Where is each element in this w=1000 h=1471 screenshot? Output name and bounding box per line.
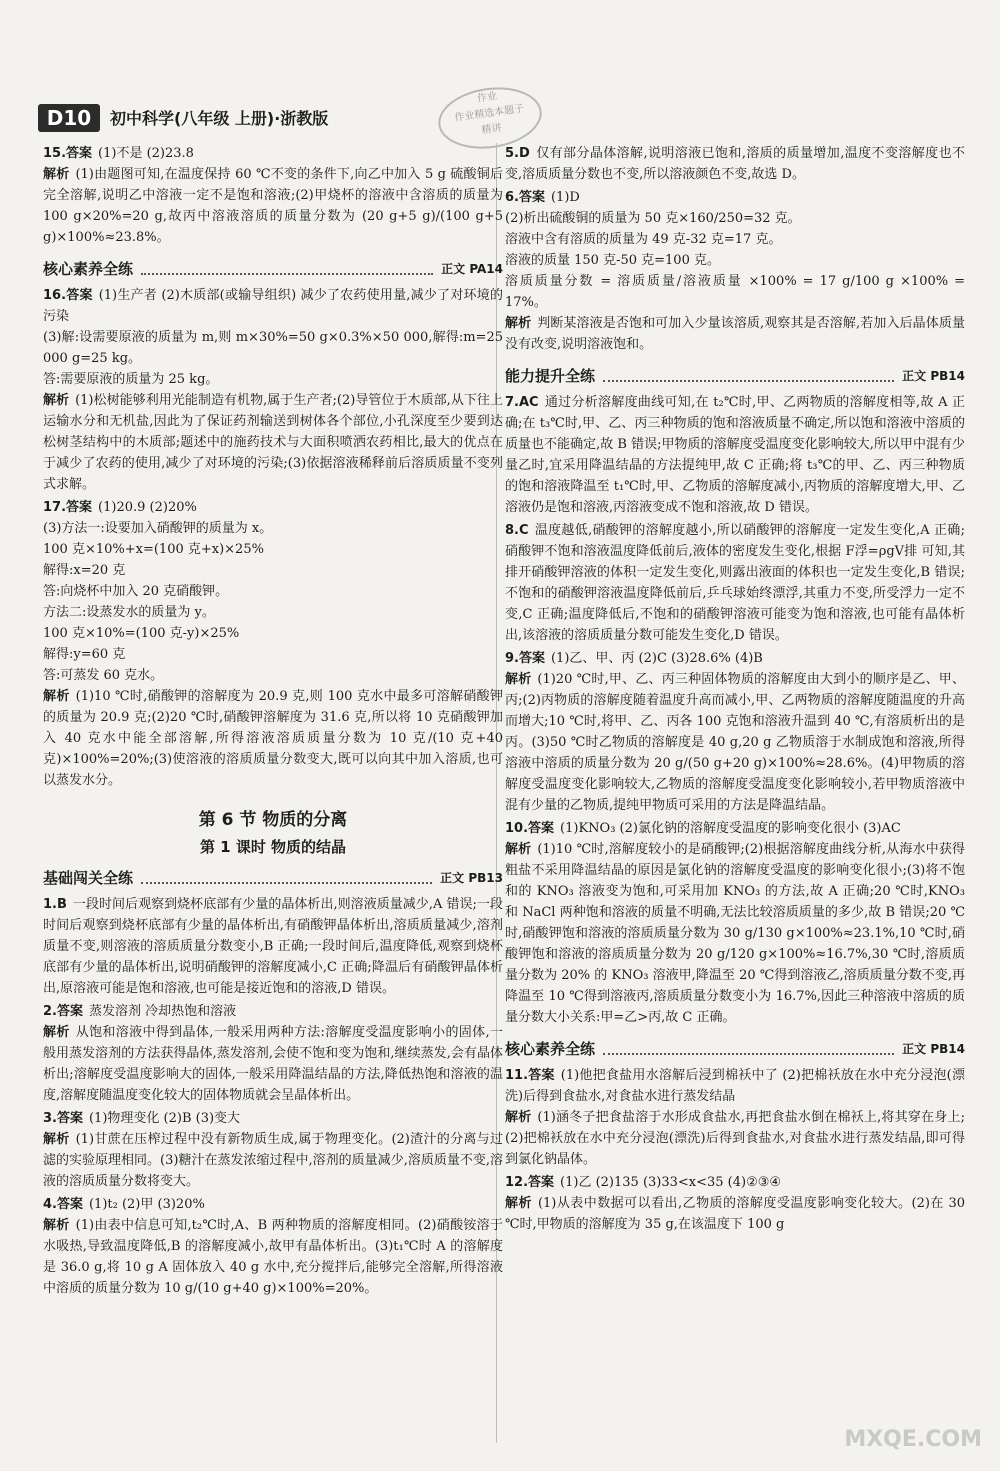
- page-number-badge: D10: [38, 104, 100, 132]
- question-15: 15.答案 (1)不是 (2)23.8 解析 (1)由题图可知,在温度保持 60 ℃不变的条件下,向乙中加入 5 g 硫酸铜后完全溶解,说明乙中溶液一定不是饱和溶液;(2)甲烧杯的溶液中含溶质的质量为100 g×20%=20 g,故丙中溶液溶质的质量分数为 (20 g+5 g)/(100 g+5 g)×100%≈23.8%。: [43, 146, 503, 245]
- section-header-basic: 基础闯关全练 正文 PB13: [43, 869, 503, 887]
- question-17: 17.答案 (1)20.9 (2)20% (3)方法一:设要加入硝酸钾的质量为 x。 100 克×10%+x=(100 克+x)×25% 解得:x=20 克 答:向烧杯中加入 20 克硝酸钾。 方法二:设蒸发水的质量为 y。 100 克×10%=(100 克-y)×25% 解得:y=60 克 答:可蒸发 60 克水。 解析 (1)10 ℃时,硝酸钾的溶解度为 20.9 克,则 100 克水中最多可溶解硝酸钾的质量为 20.9 克;(2)20 ℃时,硝酸钾溶解度为 31.6 克,所以将 10 克硝酸钾加入 40 克水中能全部溶解,所得溶液溶质质量分数为 10 克/(10 克+40 克)×100%=20%;(3)使溶液的溶质质量分数变大,既可以向其中加入溶质,也可以蒸发水分。: [43, 500, 503, 788]
- question-16: 16.答案 (1)生产者 (2)木质部(或输导组织) 减少了农药使用量,减少了对环境的污染 (3)解:设需要原液的质量为 m,则 m×30%=50 g×0.3%×50 000,解得:m=25 000 g=25 kg。 答:需要原液的质量为 25 kg。 解析 (1)松树能够利用光能制造有机物,属于生产者;(2)导管位于木质部,从下往上运输水分和无机盐,因此为了保证药剂输送到树体各个部位,小孔深度至少要到达松树茎结构中的木质部;题述中的施药技术与大面积喷洒农药相比,最大的优点在于减少了农药的使用,减少了对环境的污染;(3)依据溶液稀释前后溶质质量不变列式求解。: [43, 288, 503, 492]
- right-column: [505, 143, 965, 1453]
- question-3: 3.答案 (1)物理变化 (2)B (3)变大 解析 (1)甘蔗在压榨过程中没有新物质生成,属于物理变化。(2)渣汁的分离与过滤的实验原理相同。(3)糖汁在蒸发浓缩过程中,溶剂的质量减少,溶质质量不变,溶液的溶质质量分数将变大。: [43, 1111, 503, 1189]
- question-7: 7.AC 通过分析溶解度曲线可知,在 t₂℃时,甲、乙两物质的溶解度相等,故 A 正确;在 t₃℃时,甲、乙、丙三种物质的饱和溶液质量不确定,所以饱和溶液中溶质的质量也不能确定,故 B 错误;甲物质的溶解度受温度变化影响较大,所以甲中混有少量乙时,宜采用降温结晶的方法提纯甲,故 C 正确;将 t₃℃的甲、乙、丙三种物质的饱和溶液降温至 t₁℃时,甲、乙物质的溶解度减小,丙物质的溶解度增大,甲、乙溶液仍是饱和溶液,丙溶液变成不饱和溶液,故 D 错误。: [505, 395, 965, 515]
- lesson-title: 第 1 课时 物质的结晶: [199, 838, 347, 856]
- chapter-title: 第 6 节 物质的分离: [198, 810, 348, 830]
- section-header-core: 核心素养全练 正文 PA14: [43, 260, 503, 278]
- stamp-seal: 作业 作业精选本题子 精讲: [434, 81, 545, 155]
- question-10: 10.答案 (1)KNO₃ (2)氯化钠的溶解度受温度的影响变化很小 (3)AC 解析 (1)10 ℃时,溶解度较小的是硝酸钾;(2)根据溶解度曲线分析,从海水中获得粗盐不采用降温结晶的原因是氯化钠的溶解度受温度的影响变化很小;(3)将不饱和的 KNO₃ 溶液变为饱和,可采用加 KNO₃ 的方法,故 A 正确;20 ℃时,KNO₃ 和 NaCl 两种饱和溶液的质量不明确,无法比较溶质质量的多少,故 B 错误;20 ℃时,硝酸钾饱和溶液的溶质质量分数为 30 g/130 g×100%≈23.1%,10 ℃时,硝酸钾饱和溶液的溶质质量分数为 20 g/120 g×100%≈16.7%,30 ℃时,溶质质量分数为 20% 的 KNO₃ 溶液甲,降温至 20 ℃得到溶液乙,溶质质量分数不变,再降温至 10 ℃得到溶液丙,溶质质量分数变小为 16.7%,因此三种溶液中溶质的质量分数大小关系:甲=乙>丙,故 C 正确。: [505, 821, 965, 1025]
- question-2: 2.答案 蒸发溶剂 冷却热饱和溶液 解析 从饱和溶液中得到晶体,一般采用两种方法:溶解度受温度影响小的固体,一般用蒸发溶剂的方法获得晶体,蒸发溶剂,会使不饱和变为饱和,继续蒸发,会有晶体析出;溶解度受温度影响大的固体,一般采用降温结晶的方法,降低热饱和溶液的温度,溶解度随温度变化较大的固体物质就会呈晶体析出。: [43, 1004, 503, 1103]
- question-11: 11.答案 (1)他把食盐用水溶解后浸到棉袄中了 (2)把棉袄放在水中充分浸泡(漂洗)后得到食盐水,对食盐水进行蒸发结晶 解析 (1)涵冬子把食盐溶于水形成食盐水,再把食盐水倒在棉袄上,将其穿在身上;(2)把棉袄放在水中充分浸泡(漂洗)后得到食盐水,对食盐水进行蒸发结晶,即可得到氯化钠晶体。: [505, 1068, 965, 1167]
- question-8: 8.C 温度越低,硝酸钾的溶解度越小,所以硝酸钾的溶解度一定发生变化,A 正确;硝酸钾不饱和溶液温度降低前后,液体的密度发生变化,根据 F浮=ρgV排 可知,其排开硝酸钾溶液的体积一定发生变化,则露出液面的体积也一定发生变化,B 错误;不饱和的硝酸钾溶液温度降低前后,乒乓球始终漂浮,其重力不变,所受浮力一定不变,C 正确;温度降低后,不饱和的硝酸钾溶液可能变为饱和溶液,也可能有晶体析出,该溶液的溶质质量分数可能发生变化,D 错误。: [505, 523, 965, 643]
- page-header: [38, 90, 968, 137]
- question-5: 5.D 仅有部分晶体溶解,说明溶液已饱和,溶质的质量增加,温度不变溶解度也不变,溶质质量分数也不变,所以溶液颜色不变,故选 D。: [505, 146, 965, 182]
- question-12: 12.答案 (1)乙 (2)135 (3)33<x<35 (4)②③④ 解析 (1)从表中数据可以看出,乙物质的溶解度受温度影响变化较大。(2)在 30 ℃时,甲物质的溶解度为 35 g,在该温度下 100 g: [505, 1175, 965, 1232]
- question-9: 9.答案 (1)乙、甲、丙 (2)C (3)28.6% (4)B 解析 (1)20 ℃时,甲、乙、丙三种固体物质的溶解度由大到小的顺序是乙、甲、丙;(2)丙物质的溶解度随着温度升高而减小,甲、乙两物质的溶解度随温度的升高而增大;10 ℃时,将甲、乙、丙各 100 克饱和溶液升温到 40 ℃,有溶质析出的是丙。(3)50 ℃时乙物质的溶解度是 40 g,20 g 乙物质溶于水制成饱和溶液,所得溶液中溶质的质量分数为 20 g/(50 g+20 g)×100%≈28.6%。(4)甲物质的溶解度受温度变化影响较大,乙物质的溶解度受温度变化影响较小,若甲物质溶液中混有少量的乙物质,提纯甲物质可采用的方法是降温结晶。: [505, 651, 965, 813]
- question-6: 6.答案 (1)D (2)析出硫酸铜的质量为 50 克×160/250=32 克。 溶液中含有溶质的质量为 49 克-32 克=17 克。 溶液的质量 150 克-50 克=100 克。 溶质质量分数 = 溶质质量/溶液质量 ×100% = 17 g/100 g ×100% = 17%。 解析 判断某溶液是否饱和可加入少量该溶质,观察其是否溶解,若加入后晶体质量没有改变,说明溶液饱和。: [505, 190, 965, 352]
- section-header-core-2: 核心素养全练 正文 PB14: [505, 1040, 965, 1058]
- question-1: 1.B 一段时间后观察到烧杯底部有少量的晶体析出,则溶液质量减少,A 错误;一段时间后观察到烧杯底部有少量的晶体析出,有硝酸钾晶体析出,溶质质量减少,溶剂质量不变,则溶液的溶质质量分数变小,B 正确;一段时间后,温度降低,观察到烧杯底部有少量的晶体析出,说明硝酸钾的溶解度减小,C 正确;降温后有硝酸钾晶体析出,原溶液可能是饱和溶液,也可能是接近饱和的溶液,D 错误。: [43, 897, 503, 996]
- book-title: 初中科学(八年级 上册)·浙教版: [110, 109, 329, 128]
- site-watermark: MXQE.COM: [844, 1427, 982, 1452]
- left-column: [43, 143, 503, 1453]
- section-header-ability: 能力提升全练 正文 PB14: [505, 367, 965, 385]
- question-4: 4.答案 (1)t₂ (2)甲 (3)20% 解析 (1)由表中信息可知,t₂℃时,A、B 两种物质的溶解度相同。(2)硝酸铵溶于水吸热,导致温度降低,B 的溶解度减小,故甲有晶体析出。(3)t₁℃时 A 的溶解度是 36.0 g,将 10 g A 固体放入 40 g 水中,充分搅拌后,能够完全溶解,所得溶液中溶质的质量分数为 10 g/(10 g+40 g)×100%=20%。: [43, 1197, 503, 1296]
